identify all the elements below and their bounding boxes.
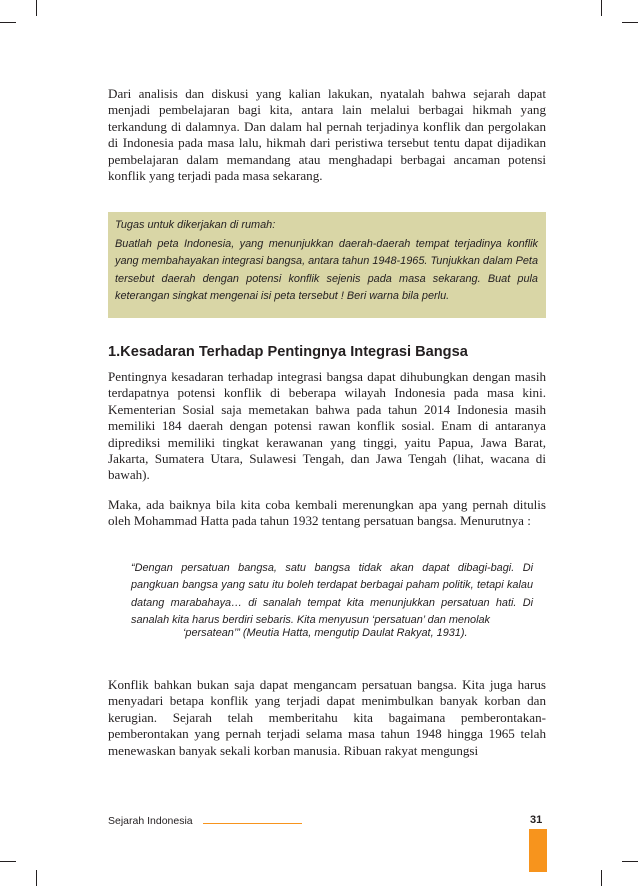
crop-mark	[601, 0, 602, 16]
crop-mark	[36, 0, 37, 16]
quote-citation: ‘persatean’” (Meutia Hatta, mengutip Daulat Rakyat, 1931).	[183, 627, 468, 639]
footer-rule	[203, 823, 302, 824]
crop-mark	[0, 861, 16, 862]
section-heading: 1.Kesadaran Terhadap Pentingnya Integrasi Bangsa	[108, 344, 468, 360]
block-quote: “Dengan persatuan bangsa, satu bangsa tidak akan dapat dibagi-bagi. Di pangkuan bangsa yang satu itu boleh terdapat berbagai paham politik, tetapi kalau datang marabahaya… di sanalah tempat kita menunjukkan persatuan hati. Di sanalah kita harus berdiri sebaris. Kita menyusun ‘persatuan’ dan menolak	[131, 562, 533, 627]
crop-mark	[622, 861, 638, 862]
crop-mark	[601, 870, 602, 886]
crop-mark	[36, 870, 37, 886]
body-paragraph: Maka, ada baiknya bila kita coba kembali merenungkan apa yang pernah ditulis oleh Mohammad Hatta pada tahun 1932 tentang persatuan bangsa. Menurutnya :	[108, 497, 546, 529]
crop-mark	[622, 22, 638, 23]
footer-book-title: Sejarah Indonesia	[108, 815, 193, 827]
page-tab-marker	[529, 829, 547, 872]
body-paragraph: Dari analisis dan diskusi yang kalian lakukan, nyatalah bahwa sejarah dapat menjadi pembelajaran bagi kita, antara lain melalui berbagai hikmah yang terkandung di dalamnya. Dan dalam hal pernah terjadinya konflik dan pergolakan di Indonesia pada masa lalu, hikmah dari peristiwa tersebut tentu dapat dijadikan pembelajaran dalam memandang atau menghadapi berbagai ancaman potensi konflik yang terjadi pada masa sekarang.	[108, 86, 546, 184]
task-box-body: Buatlah peta Indonesia, yang menunjukkan daerah-daerah tempat terjadinya konflik yang membahayakan integrasi bangsa, antara tahun 1948-1965. Tunjukkan dalam Peta tersebut daerah dengan potensi konflik sejenis pada masa sekarang. Buat pula keterangan singkat mengenai isi peta tersebut ! Beri warna bila perlu.	[115, 238, 539, 302]
page-number: 31	[530, 814, 543, 826]
task-box	[108, 212, 546, 318]
body-paragraph: Konflik bahkan bukan saja dapat mengancam persatuan bangsa. Kita juga harus menyadari betapa konflik yang terjadi dapat menimbulkan banyak korban dan kerugian. Sejarah telah memberitahu kita bagaimana pemberontakan-pemberontakan yang pernah terjadi selama masa tahun 1948 hingga 1965 telah menewaskan banyak sekali korban manusia. Ribuan rakyat mengungsi	[108, 677, 546, 758]
crop-mark	[0, 22, 16, 23]
task-box-title: Tugas untuk dikerjakan di rumah:	[115, 219, 276, 231]
body-paragraph: Pentingnya kesadaran terhadap integrasi bangsa dapat dihubungkan dengan masih terdapatnya potensi konflik di beberapa wilayah Indonesia pada masa kini. Kementerian Sosial saja memetakan bahwa pada tahun 2014 Indonesia masih memiliki 184 daerah dengan potensi rawan konflik sosial. Enam di antaranya diprediksi memiliki tingkat kerawanan yang tinggi, yaitu Papua, Jawa Barat, Jakarta, Sumatera Utara, Sulawesi Tengah, dan Jawa Tengah (lihat, wacana di bawah).	[108, 369, 546, 483]
